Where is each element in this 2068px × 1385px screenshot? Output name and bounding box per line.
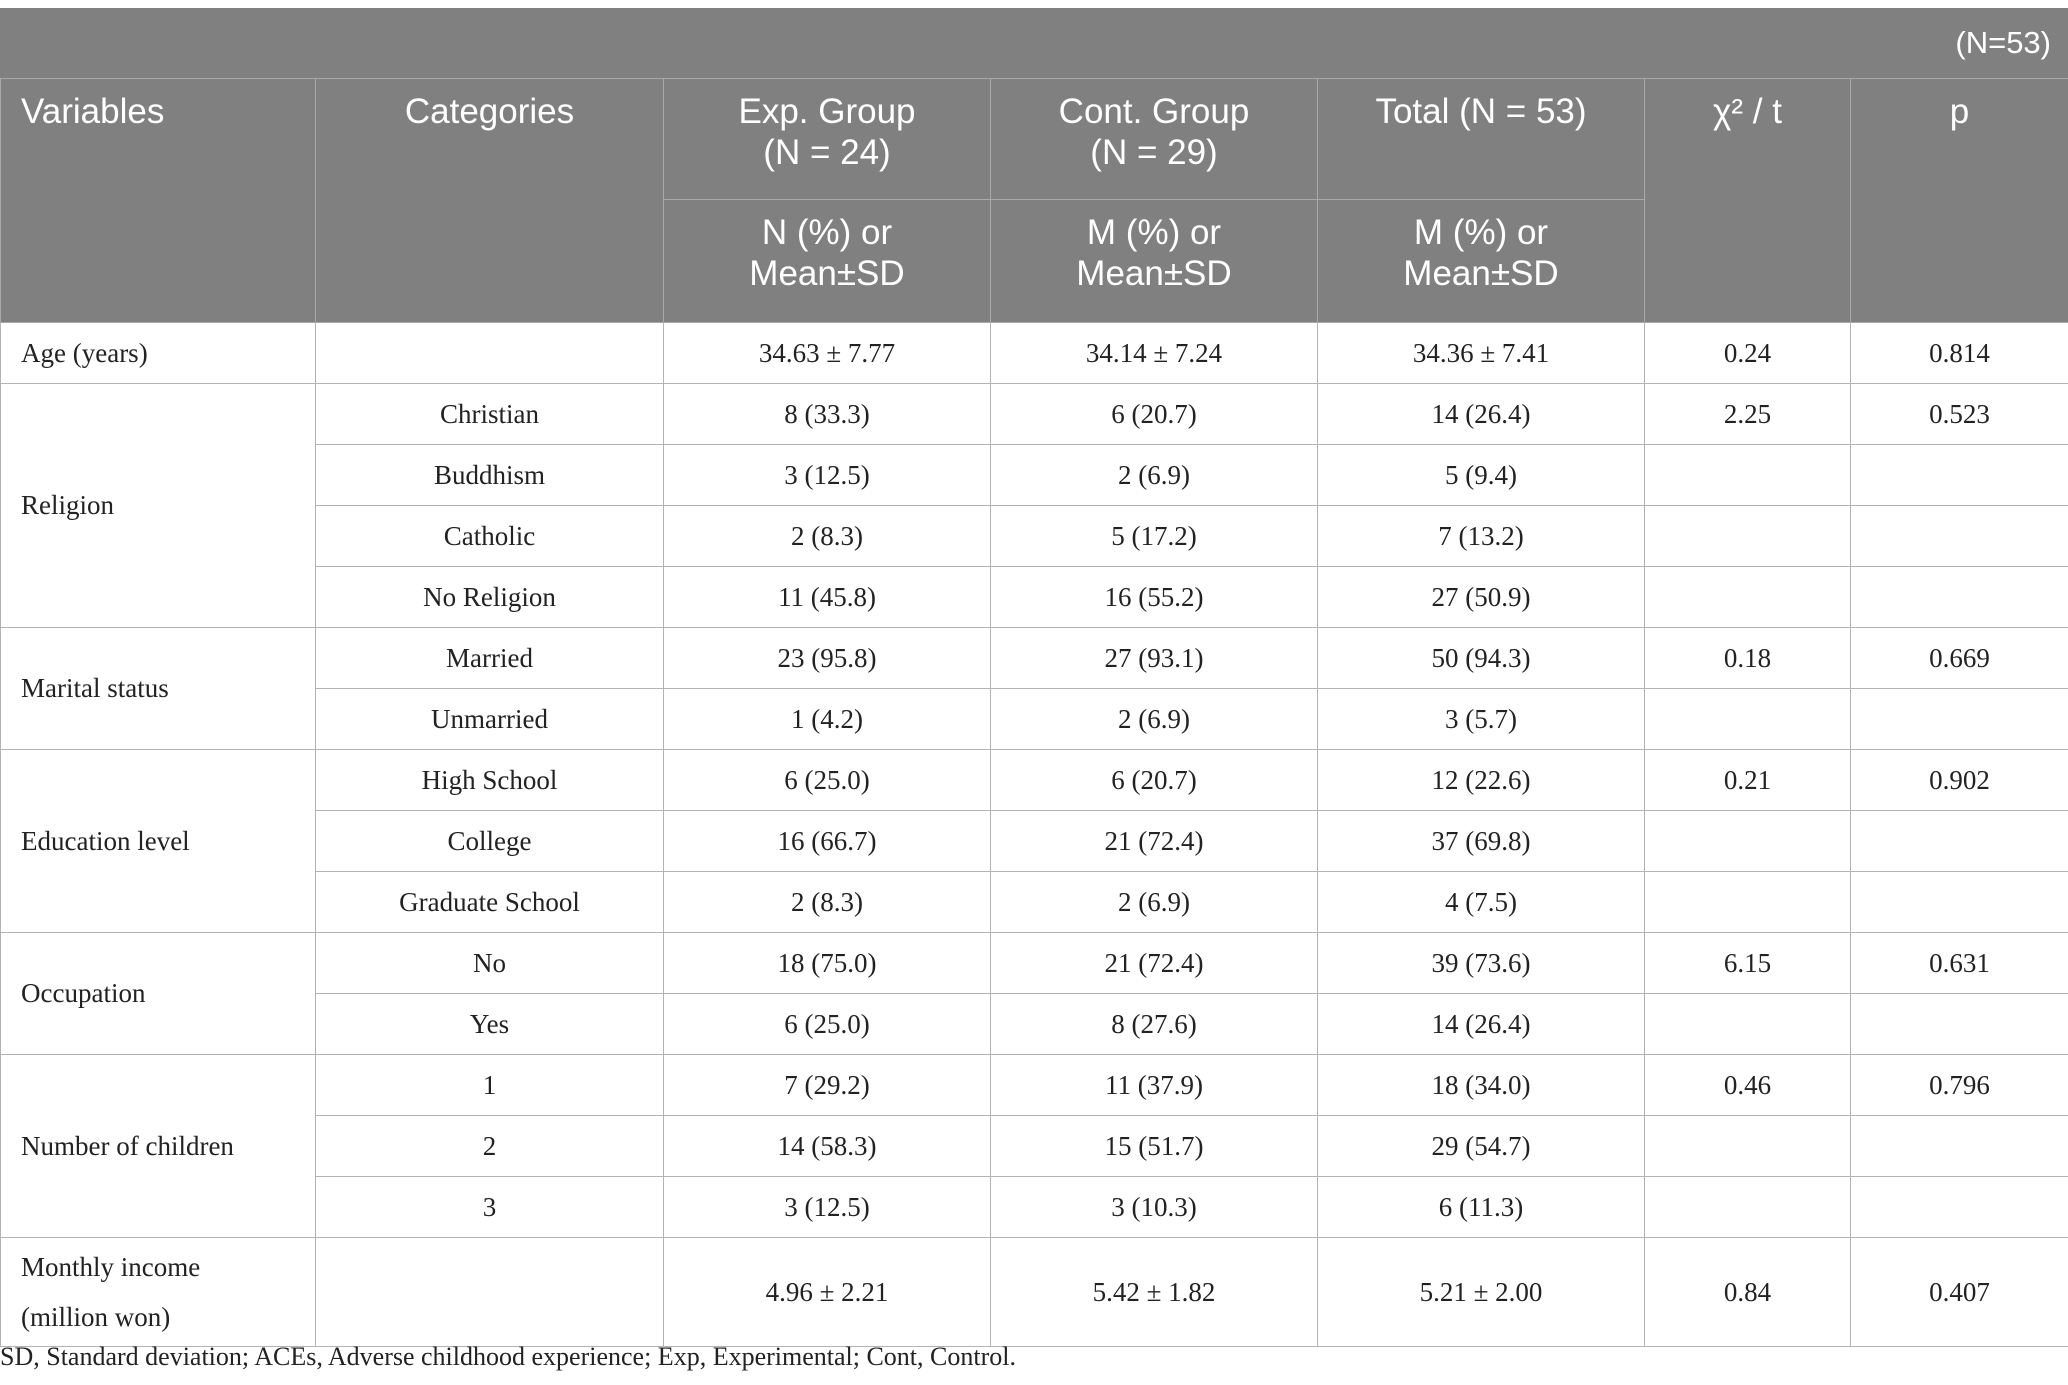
cont-cell: 8 (27.6) xyxy=(991,994,1318,1055)
cont-cell: 34.14 ± 7.24 xyxy=(991,323,1318,384)
total-cell: 6 (11.3) xyxy=(1318,1177,1645,1238)
header-exp-group xyxy=(664,79,991,200)
category-cell: Yes xyxy=(316,994,664,1055)
footnote: SD, Standard deviation; ACEs, Adverse childhood experience; Exp, Experimental; Cont, Control. xyxy=(0,1342,1016,1371)
variable-cell xyxy=(1,1055,316,1238)
stat-cell xyxy=(1645,1116,1851,1177)
header-exp-group-n: (N = 24) xyxy=(763,133,891,172)
table-container xyxy=(0,8,2068,1347)
p-cell xyxy=(1851,445,2068,506)
variable-label-line2: (million won) xyxy=(21,1302,171,1332)
exp-cell: 34.63 ± 7.77 xyxy=(664,323,991,384)
total-cell: 3 (5.7) xyxy=(1318,689,1645,750)
table-header xyxy=(1,79,2068,323)
total-cell: 18 (34.0) xyxy=(1318,1055,1645,1116)
category-cell xyxy=(316,1238,664,1347)
stat-cell: 6.15 xyxy=(1645,933,1851,994)
p-cell xyxy=(1851,872,2068,933)
category-cell: College xyxy=(316,811,664,872)
exp-cell: 3 (12.5) xyxy=(664,445,991,506)
exp-cell: 6 (25.0) xyxy=(664,994,991,1055)
header-categories: Categories xyxy=(316,79,664,323)
variable-label: Occupation xyxy=(21,978,146,1008)
category-cell: Unmarried xyxy=(316,689,664,750)
exp-cell: 2 (8.3) xyxy=(664,872,991,933)
total-cell: 5 (9.4) xyxy=(1318,445,1645,506)
stat-cell xyxy=(1645,1177,1851,1238)
variable-label: Number of children xyxy=(21,1130,234,1161)
stat-cell: 0.84 xyxy=(1645,1238,1851,1347)
p-cell xyxy=(1851,994,2068,1055)
exp-cell: 7 (29.2) xyxy=(664,1055,991,1116)
category-cell: No Religion xyxy=(316,567,664,628)
total-cell: 5.21 ± 2.00 xyxy=(1318,1238,1645,1347)
variable-cell xyxy=(1,323,316,384)
stat-cell: 0.18 xyxy=(1645,628,1851,689)
cont-cell: 27 (93.1) xyxy=(991,628,1318,689)
subheader-total-line1: M (%) or xyxy=(1413,213,1549,252)
total-cell: 50 (94.3) xyxy=(1318,628,1645,689)
table-row xyxy=(1,1055,2068,1116)
cont-cell: 11 (37.9) xyxy=(991,1055,1318,1116)
category-cell: Married xyxy=(316,628,664,689)
sample-size-bar xyxy=(0,8,2068,78)
exp-cell: 16 (66.7) xyxy=(664,811,991,872)
p-cell: 0.407 xyxy=(1851,1238,2068,1347)
exp-cell: 6 (25.0) xyxy=(664,750,991,811)
exp-cell: 23 (95.8) xyxy=(664,628,991,689)
p-cell: 0.814 xyxy=(1851,323,2068,384)
cont-cell: 16 (55.2) xyxy=(991,567,1318,628)
category-cell: Christian xyxy=(316,384,664,445)
exp-cell: 14 (58.3) xyxy=(664,1116,991,1177)
stat-cell xyxy=(1645,811,1851,872)
p-cell: 0.523 xyxy=(1851,384,2068,445)
exp-cell: 2 (8.3) xyxy=(664,506,991,567)
exp-cell: 4.96 ± 2.21 xyxy=(664,1238,991,1347)
category-cell: 2 xyxy=(316,1116,664,1177)
p-cell: 0.902 xyxy=(1851,750,2068,811)
cont-cell: 21 (72.4) xyxy=(991,933,1318,994)
subheader-cont-line2: Mean±SD xyxy=(1076,254,1232,293)
table-row xyxy=(1,1238,2068,1347)
stat-cell xyxy=(1645,994,1851,1055)
subheader-exp-line1: N (%) or xyxy=(761,213,893,252)
header-exp-group-label: Exp. Group xyxy=(738,92,916,131)
header-cont-group-label: Cont. Group xyxy=(1058,92,1250,131)
p-cell: 0.669 xyxy=(1851,628,2068,689)
header-cont-group xyxy=(991,79,1318,200)
cont-cell: 2 (6.9) xyxy=(991,872,1318,933)
cont-cell: 2 (6.9) xyxy=(991,445,1318,506)
category-cell: Graduate School xyxy=(316,872,664,933)
subheader-total-line2: Mean±SD xyxy=(1403,254,1559,293)
stat-cell xyxy=(1645,872,1851,933)
table-body xyxy=(1,323,2068,1347)
total-cell: 39 (73.6) xyxy=(1318,933,1645,994)
variable-label: Monthly income xyxy=(21,1252,201,1282)
cont-cell: 15 (51.7) xyxy=(991,1116,1318,1177)
p-cell xyxy=(1851,1177,2068,1238)
variable-label: Religion xyxy=(21,490,114,520)
subheader-exp-line2: Mean±SD xyxy=(749,254,905,293)
table-row xyxy=(1,628,2068,689)
header-p: p xyxy=(1851,79,2068,323)
subheader-exp xyxy=(664,200,991,323)
stat-cell xyxy=(1645,567,1851,628)
total-cell: 7 (13.2) xyxy=(1318,506,1645,567)
p-cell xyxy=(1851,811,2068,872)
variable-label: Education level xyxy=(21,825,190,856)
total-cell: 12 (22.6) xyxy=(1318,750,1645,811)
stat-cell: 0.46 xyxy=(1645,1055,1851,1116)
header-total: Total (N = 53) xyxy=(1318,79,1645,200)
variable-cell xyxy=(1,750,316,933)
variable-cell xyxy=(1,384,316,628)
stat-cell xyxy=(1645,506,1851,567)
subheader-total xyxy=(1318,200,1645,323)
exp-cell: 8 (33.3) xyxy=(664,384,991,445)
p-cell: 0.796 xyxy=(1851,1055,2068,1116)
cont-cell: 6 (20.7) xyxy=(991,384,1318,445)
p-cell xyxy=(1851,1116,2068,1177)
exp-cell: 1 (4.2) xyxy=(664,689,991,750)
subheader-cont xyxy=(991,200,1318,323)
variable-cell xyxy=(1,1238,316,1347)
stat-cell xyxy=(1645,445,1851,506)
category-cell: 3 xyxy=(316,1177,664,1238)
total-cell: 27 (50.9) xyxy=(1318,567,1645,628)
cont-cell: 3 (10.3) xyxy=(991,1177,1318,1238)
category-cell: Catholic xyxy=(316,506,664,567)
cont-cell: 5.42 ± 1.82 xyxy=(991,1238,1318,1347)
total-cell: 14 (26.4) xyxy=(1318,994,1645,1055)
variable-label: Marital status xyxy=(21,673,169,703)
header-chi-t: χ² / t xyxy=(1645,79,1851,323)
cont-cell: 21 (72.4) xyxy=(991,811,1318,872)
cont-cell: 6 (20.7) xyxy=(991,750,1318,811)
exp-cell: 3 (12.5) xyxy=(664,1177,991,1238)
table-row xyxy=(1,384,2068,445)
header-variables: Variables xyxy=(1,79,316,323)
variable-cell xyxy=(1,628,316,750)
total-cell: 14 (26.4) xyxy=(1318,384,1645,445)
p-cell xyxy=(1851,567,2068,628)
demographics-table xyxy=(0,78,2068,1347)
total-cell: 37 (69.8) xyxy=(1318,811,1645,872)
total-cell: 29 (54.7) xyxy=(1318,1116,1645,1177)
cont-cell: 5 (17.2) xyxy=(991,506,1318,567)
category-cell: Buddhism xyxy=(316,445,664,506)
p-cell xyxy=(1851,506,2068,567)
subheader-cont-line1: M (%) or xyxy=(1086,213,1222,252)
p-cell xyxy=(1851,689,2068,750)
total-cell: 34.36 ± 7.41 xyxy=(1318,323,1645,384)
category-cell: 1 xyxy=(316,1055,664,1116)
stat-cell: 0.21 xyxy=(1645,750,1851,811)
stat-cell: 0.24 xyxy=(1645,323,1851,384)
category-cell: No xyxy=(316,933,664,994)
exp-cell: 11 (45.8) xyxy=(664,567,991,628)
cont-cell: 2 (6.9) xyxy=(991,689,1318,750)
stat-cell xyxy=(1645,689,1851,750)
exp-cell: 18 (75.0) xyxy=(664,933,991,994)
table-row xyxy=(1,933,2068,994)
header-cont-group-n: (N = 29) xyxy=(1090,133,1218,172)
variable-label: Age (years) xyxy=(21,337,148,368)
sample-size-label: (N=53) xyxy=(1955,25,2051,60)
stat-cell: 2.25 xyxy=(1645,384,1851,445)
p-cell: 0.631 xyxy=(1851,933,2068,994)
category-cell: High School xyxy=(316,750,664,811)
variable-cell xyxy=(1,933,316,1055)
total-cell: 4 (7.5) xyxy=(1318,872,1645,933)
table-row xyxy=(1,750,2068,811)
category-cell xyxy=(316,323,664,384)
table-row xyxy=(1,323,2068,384)
